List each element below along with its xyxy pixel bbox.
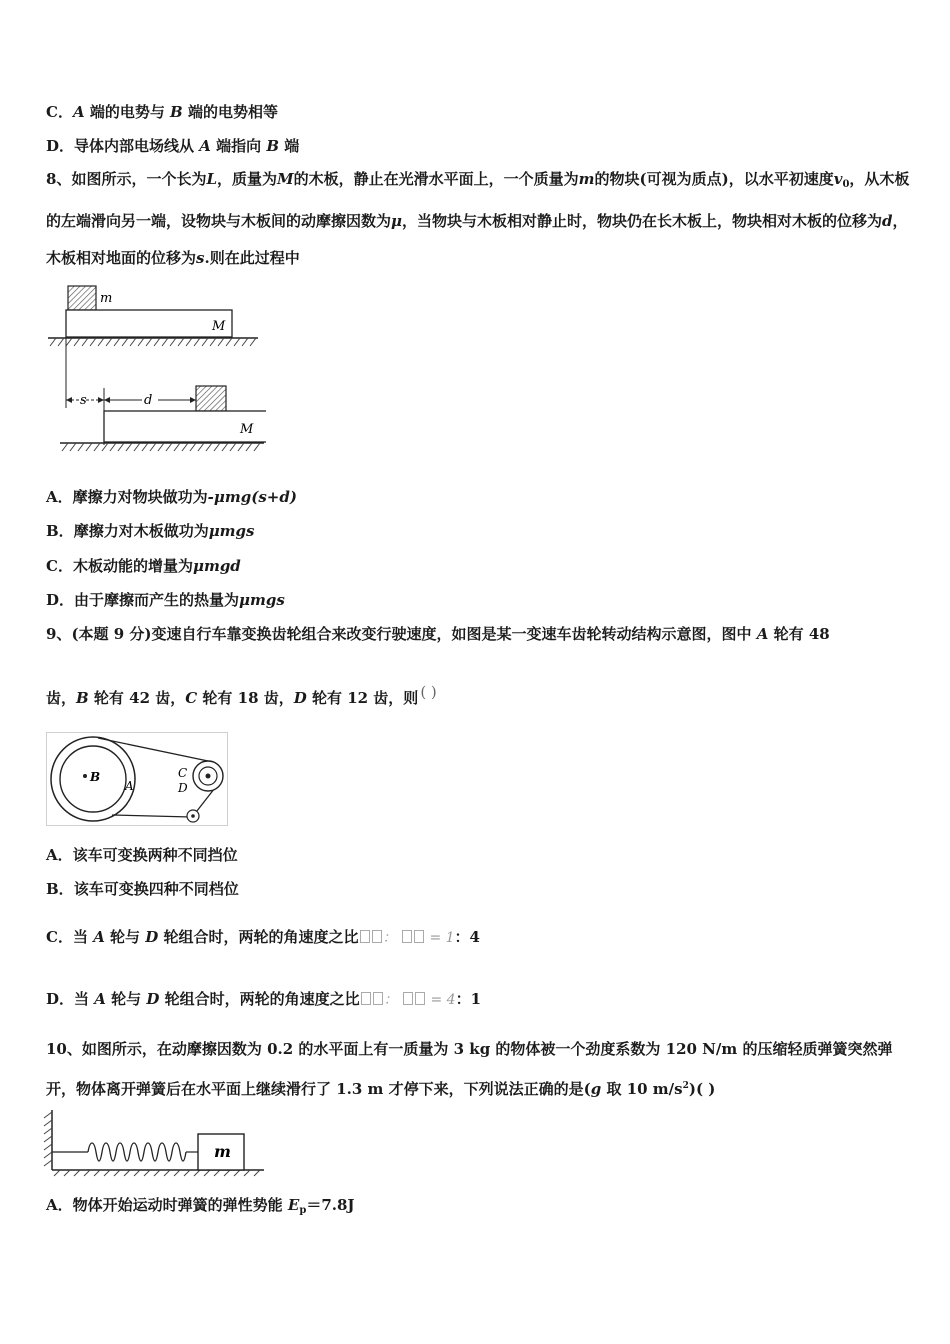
label-d: d bbox=[144, 393, 153, 408]
label-A: A bbox=[125, 779, 134, 793]
label-M-top: M bbox=[212, 319, 226, 334]
q8-figure bbox=[46, 280, 266, 460]
q8-option-c: C．木板动能的增量为μmgd bbox=[46, 557, 241, 575]
q8-option-d: D．由于摩擦而产生的热量为μmgs bbox=[46, 591, 285, 609]
q9-stem-line1: 9、(本题 9 分)变速自行车靠变换齿轮组合来改变行驶速度，如图是某一变速车齿轮转动结构示意图，图中 A 轮有 48 bbox=[46, 625, 830, 643]
q9-stem-line2: 齿，B 轮有 42 齿，C 轮有 18 齿，D 轮有 12 齿，则 ( ) bbox=[46, 683, 437, 707]
q8-stem: 8、如图所示，一个长为L，质量为M的木板，静止在光滑水平面上，一个质量为m的物块(可视为质点)，以水平初速度$v_0$，从木板的左端滑向另一端，设物块与木板间的动摩擦因数为μ，当物块与木板相对静止时，物块仍在长木板上，物块相对木板的位移为d，木板相对地面的位移为s.则在此过程中 bbox=[46, 170, 910, 267]
q7-option-d: D．导体内部电场线从 A 端指向 B 端 bbox=[46, 137, 300, 155]
q7-option-c: C．A 端的电势与 B 端的电势相等 bbox=[46, 103, 278, 121]
q10-option-a: A．物体开始运动时弹簧的弹性势能 $E_p=7.8J$ bbox=[46, 1196, 355, 1216]
q8-option-b: B．摩擦力对木板做功为μmgs bbox=[46, 522, 255, 540]
q9-option-d: D．当 A 轮与 D 轮组合时，两轮的角速度之比 ： = 4：1 bbox=[46, 990, 482, 1008]
q9-gear-figure bbox=[46, 732, 230, 828]
q9-option-b: B．该车可变换四种不同档位 bbox=[46, 880, 239, 898]
label-m: m bbox=[214, 1142, 231, 1161]
q10-spring-figure bbox=[40, 1108, 270, 1178]
label-s: s bbox=[80, 393, 87, 408]
label-B: B bbox=[90, 770, 101, 784]
label-M-bottom: M bbox=[240, 422, 254, 437]
label-m: m bbox=[100, 291, 113, 306]
q8-option-a: A．摩擦力对物块做功为-μmg(s+d) bbox=[46, 488, 297, 506]
spring bbox=[88, 1143, 186, 1161]
label-D: D bbox=[178, 781, 188, 795]
q9-option-a: A．该车可变换两种不同挡位 bbox=[46, 846, 238, 864]
block-m-bottom bbox=[196, 386, 226, 411]
q10-stem: 10、如图所示，在动摩擦因数为 0.2 的水平面上有一质量为 3 kg 的物体被一个劲度系数为 120 N/m 的压缩轻质弹簧突然弹开，物体离开弹簧后在水平面上继续滑行了 1.3 m 才停下来，下列说法正确的是(g 取 10 $m/s^2$)( ) bbox=[46, 1040, 893, 1098]
q9-option-c: C．当 A 轮与 D 轮组合时，两轮的角速度之比 ： = 1：4 bbox=[46, 928, 480, 946]
block-m-top bbox=[68, 286, 96, 310]
label-C: C bbox=[178, 766, 188, 780]
board-top bbox=[66, 310, 232, 337]
